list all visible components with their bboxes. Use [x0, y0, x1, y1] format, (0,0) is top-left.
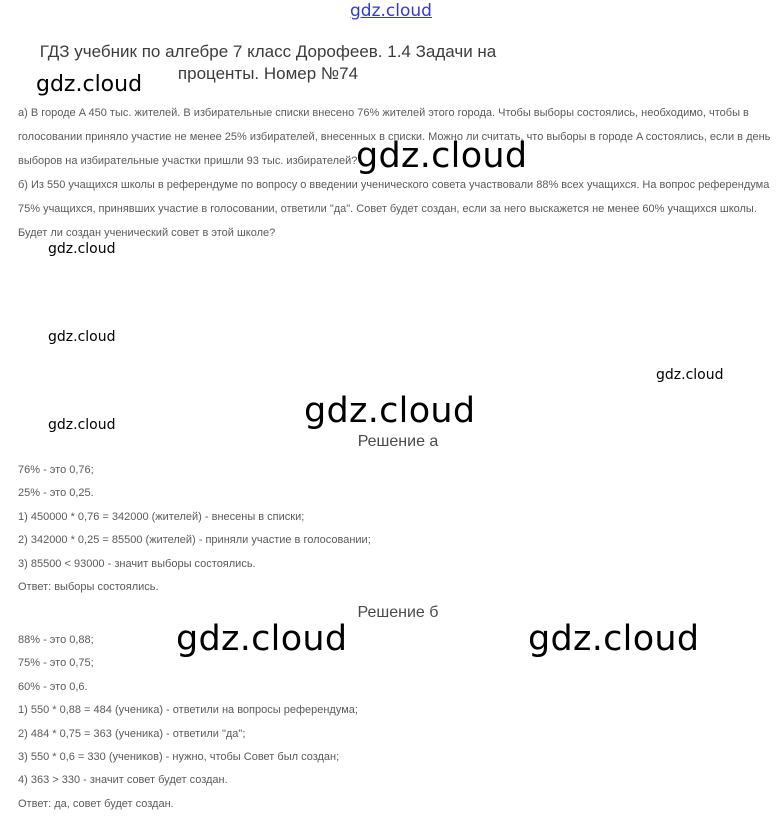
solution-line: 3) 550 * 0,6 = 330 (учеников) - нужно, чтобы Совет был создан; — [18, 751, 340, 764]
solution-a-heading: Решение а — [357, 433, 439, 450]
watermark: gdz.cloud — [656, 367, 724, 383]
solution-line: 4) 363 > 330 - значит совет будет создан. — [18, 774, 228, 787]
watermark: gdz.cloud — [304, 391, 476, 431]
solution-line: 2) 484 * 0,75 = 363 (ученика) - ответили "да"; — [18, 727, 246, 740]
page-title-line-1: ГДЗ учебник по алгебре 7 класс Дорофеев. 1.4 Задачи на — [39, 42, 497, 61]
page-title-line-2: проценты. Номер №74 — [177, 64, 359, 83]
solution-line: 25% - это 0,25. — [18, 487, 94, 500]
watermark: gdz.cloud — [176, 619, 348, 659]
problem-part-b: б) Из 550 учащихся школы в референдуме по вопросу о введении ученического совета участвовали 88% всех учащихся. На вопрос референдума 75% учащихся, принявших участие в голосовании, ответили "да". Совет будет создан, если за него выскажется не менее 60% учащихся школы. Будет ли создан ученический совет в этой школе? — [18, 179, 770, 239]
solution-line: 1) 450000 * 0,76 = 342000 (жителей) - внесены в списки; — [18, 510, 305, 523]
solution-line: 2) 342000 * 0,25 = 85500 (жителей) - приняли участие в голосовании; — [18, 534, 371, 547]
watermark: gdz.cloud — [356, 136, 528, 176]
solution-line: 75% - это 0,75; — [18, 657, 94, 670]
watermark: gdz.cloud — [48, 417, 116, 433]
answer-line: Ответ: да, совет будет создан. — [18, 797, 174, 810]
solution-line: 3) 85500 < 93000 - значит выборы состоялись. — [18, 557, 256, 570]
watermark: gdz.cloud — [48, 329, 116, 345]
site-link[interactable]: gdz.cloud — [350, 1, 432, 21]
solution-line: 60% - это 0,6. — [18, 680, 88, 693]
solution-line: 1) 550 * 0,88 = 484 (ученика) - ответили на вопросы референдума; — [18, 704, 358, 717]
watermark: gdz.cloud — [48, 241, 116, 257]
solution-line: 76% - это 0,76; — [18, 464, 94, 476]
solution-b-heading: Решение б — [357, 604, 439, 621]
watermark: gdz.cloud — [528, 619, 700, 659]
solution-a-steps — [18, 459, 758, 599]
answer-line: Ответ: выборы состоялись. — [18, 581, 159, 594]
solution-line: 88% - это 0,88; — [18, 634, 94, 646]
problem-part-a: а) В городе A 450 тыс. жителей. В избирательные списки внесено 76% жителей этого города. Чтобы выборы состоялись, необходимо, чтобы в голосовании приняло участие не менее 25% избирателей, внесенных в списки. Можно ли считать, что выборы в городе A состоялись, если в день выборов на избирательные участки пришли 93 тыс. избирателей? — [18, 107, 771, 167]
watermark: gdz.cloud — [36, 72, 143, 97]
